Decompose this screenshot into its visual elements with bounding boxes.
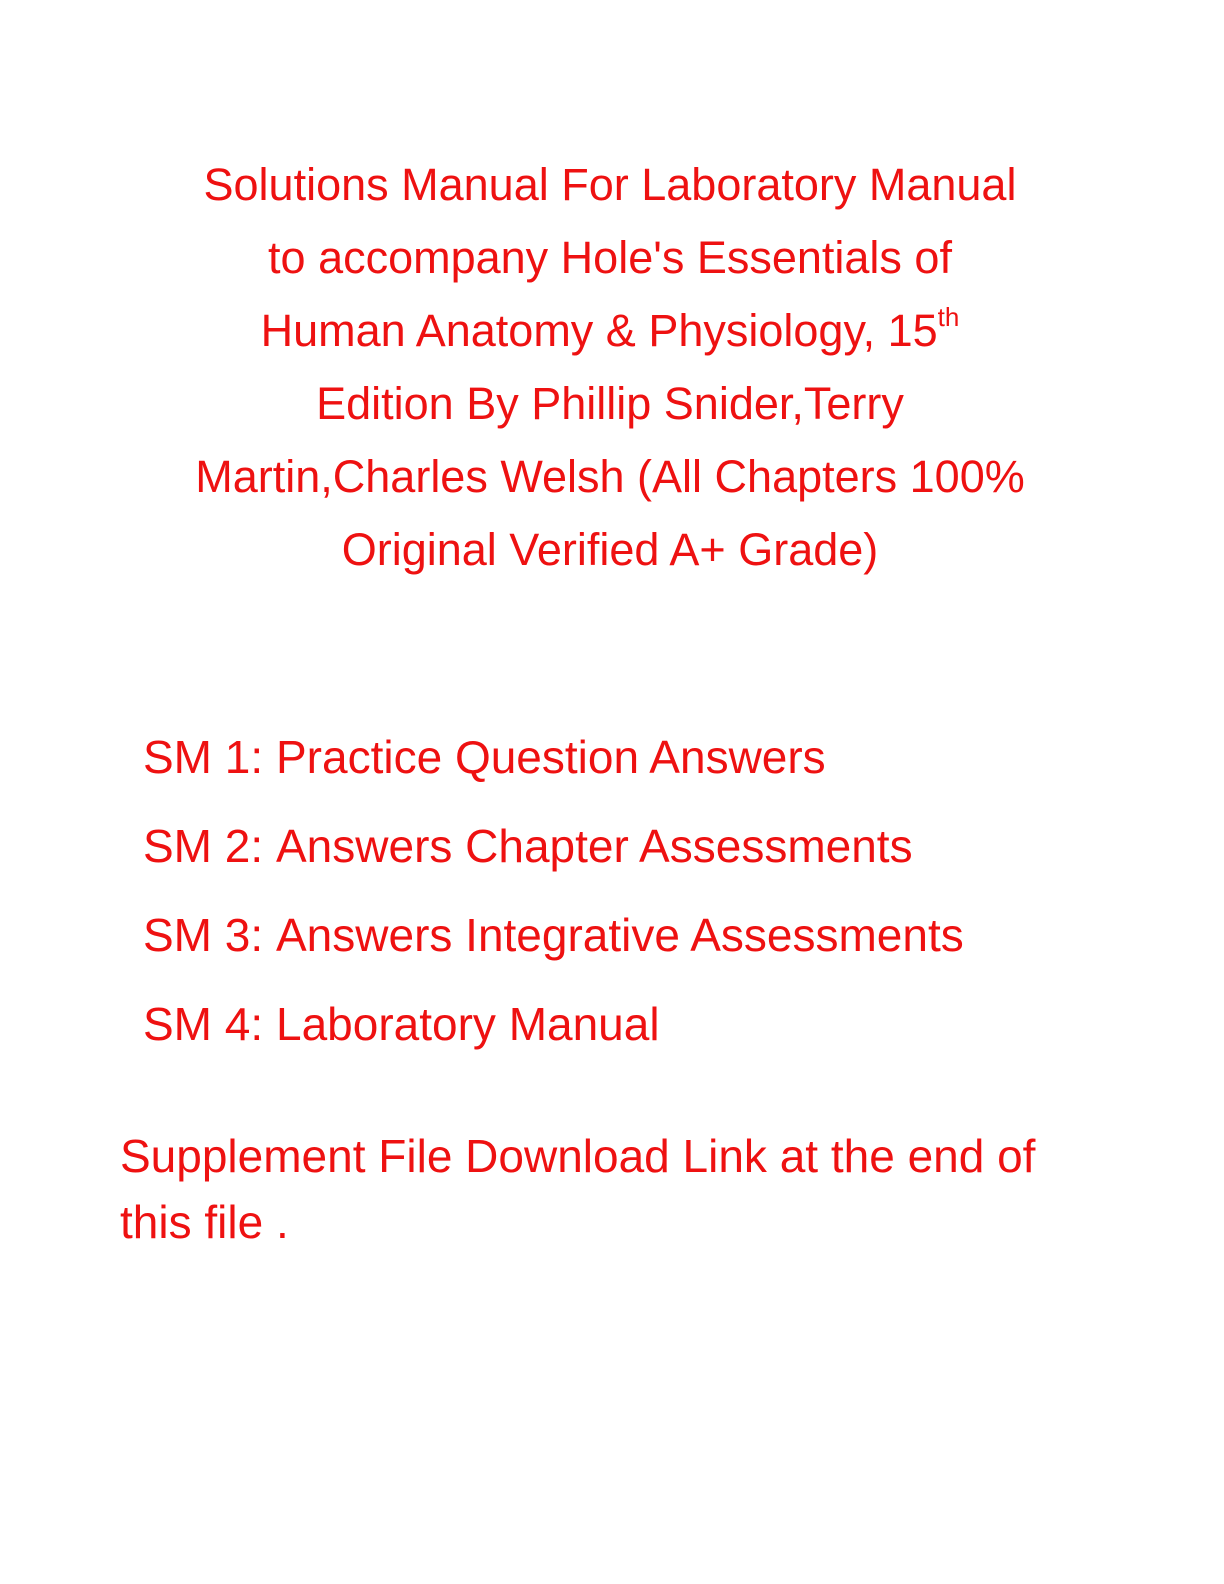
title-line-2: to accompany Hole's Essentials of (268, 232, 952, 283)
edition-superscript: th (937, 302, 960, 332)
sm-label: Practice Question Answers (276, 730, 826, 783)
solutions-manual-list (143, 712, 1143, 1068)
title-line-4: Edition By Phillip Snider,Terry (316, 378, 904, 429)
sm-label: Answers Integrative Assessments (276, 908, 964, 961)
sm-number: SM 1: (143, 730, 264, 783)
title-line-3 (120, 294, 1100, 367)
sm-number: SM 2: (143, 819, 264, 872)
list-item (143, 801, 1143, 890)
sm-label: Answers Chapter Assessments (276, 819, 913, 872)
sm-number: SM 4: (143, 997, 264, 1050)
list-item (143, 712, 1143, 801)
title-line-3-text: Human Anatomy & Physiology, 15 (260, 305, 938, 356)
sm-label: Laboratory Manual (276, 997, 660, 1050)
list-item (143, 890, 1143, 979)
title-line-1: Solutions Manual For Laboratory Manual (203, 159, 1017, 210)
supplement-note (120, 1123, 1160, 1255)
supplement-line-2: this file . (120, 1196, 289, 1248)
supplement-line-1: Supplement File Download Link at the end of (120, 1130, 1036, 1182)
document-title (120, 148, 1100, 586)
title-line-6: Original Verified A+ Grade) (341, 524, 879, 575)
list-item (143, 979, 1143, 1068)
title-line-5: Martin,Charles Welsh (All Chapters 100% (195, 451, 1025, 502)
sm-number: SM 3: (143, 908, 264, 961)
